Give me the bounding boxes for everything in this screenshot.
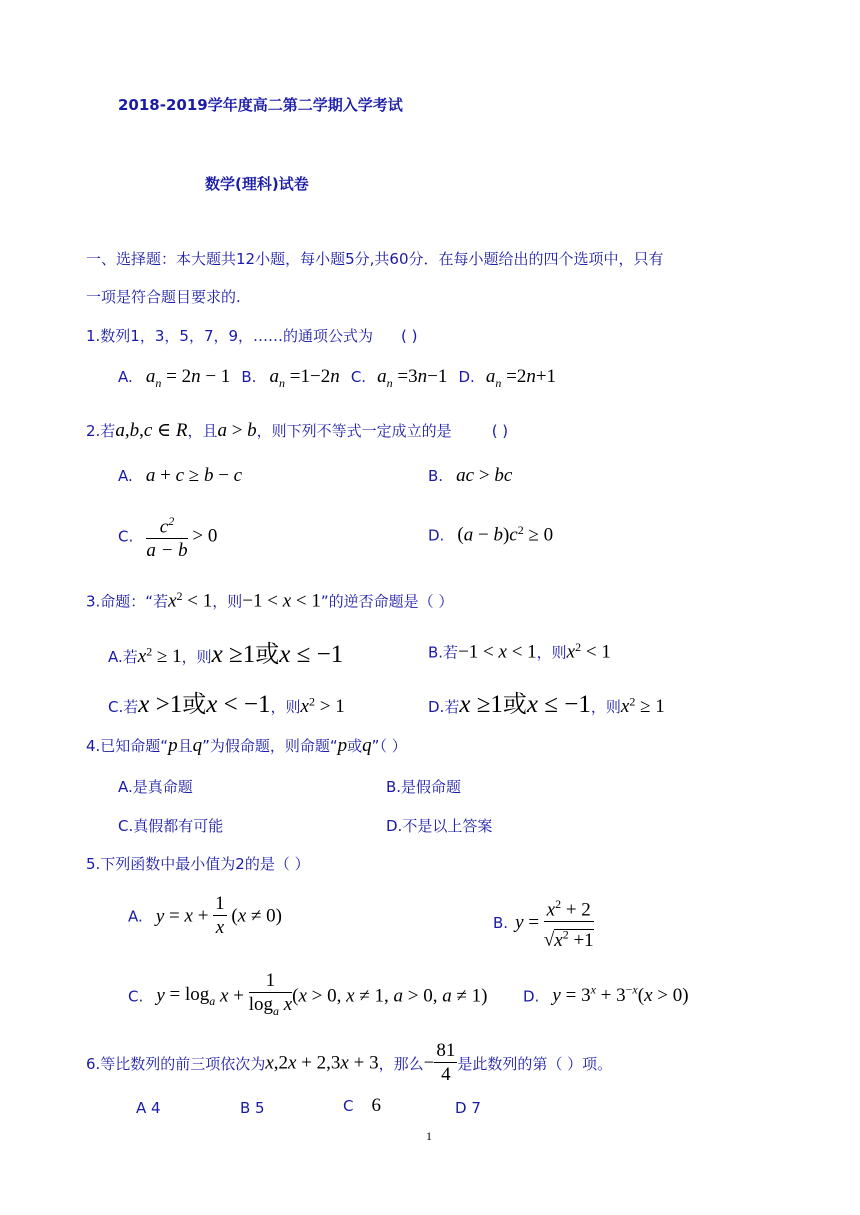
question-1-stem: 1.数列1，3，5，7，9，……的通项公式为 ( ) xyxy=(86,327,418,345)
q4-option-d: D.不是以上答案 xyxy=(386,817,493,835)
q1-option-a-label: A. xyxy=(118,368,133,386)
question-1-options: A. $a_n = 2n - 1$ B. $a_n =1-2n$ C. $a_n =3n-1$ D. $a_n =2n+1$ xyxy=(118,366,557,390)
q4-option-b: B.是假命题 xyxy=(386,778,462,796)
page-number: 1 xyxy=(426,1129,432,1143)
q5-option-a: A. y = x + $\frac{1}{x}$ (x ≠ 0) xyxy=(128,893,282,938)
q4-option-a: A.是真命题 xyxy=(118,778,193,796)
q1-option-b-label: B. xyxy=(241,368,257,386)
q2-option-d: D. $(a - b)c^2 \ge 0$ xyxy=(428,523,554,546)
q1-option-c-label: C. xyxy=(350,368,367,386)
q5-option-b: B. y = $\frac{x^2 + 2}{√x^2 +1}$ xyxy=(493,893,594,953)
section-intro-line2: 一项是符合题目要求的. xyxy=(86,288,241,306)
q4-option-c: C.真假都有可能 xyxy=(118,817,224,835)
q3-option-d: D.若x ≥1或x ≤ −1，则$x^2 \ge 1$ xyxy=(428,691,665,718)
q2-option-c: C. $\frac{c^2}{a - b}$ > 0 xyxy=(118,510,217,563)
q5-option-c: C. $y = \log_a x$ + $\frac{1}{\log_a x}$ (x > 0, x ≠ 1, a > 0, a ≠ 1) xyxy=(128,970,488,1018)
exam-title: 2018-2019学年度高二第二学期入学考试 xyxy=(118,96,403,114)
q6-option-d: D 7 xyxy=(455,1099,481,1117)
q2-option-b: B. ac > bc xyxy=(428,465,513,486)
q1-option-d-label: D. xyxy=(458,368,475,386)
q3-option-a: A.若$x^2 \ge 1$，则x ≥1或x ≤ −1 xyxy=(108,641,344,668)
section-intro-line1: 一、选择题：本大题共12小题，每小题5分,共60分．在每小题给出的四个选项中，只有 xyxy=(86,250,664,268)
q6-option-b: B 5 xyxy=(240,1099,265,1117)
q3-option-b: B.若−1 < x < 1，则$x^2 < 1$ xyxy=(428,640,611,663)
q6-option-c: C 6 xyxy=(343,1095,381,1116)
q5-option-d: D. $y = 3^x + 3^{-x}(x > 0)$ xyxy=(523,983,689,1007)
exam-subtitle: 数学(理科)试卷 xyxy=(205,175,309,193)
q2-option-a: A. a + c ≥ b − c xyxy=(118,465,243,486)
question-2-stem: 2.若a,b,c ∈ R，且a > b，则下列不等式一定成立的是 ( ) xyxy=(86,420,509,441)
question-3-stem: 3.命题：“若$x^2 < 1$，则−1 < x < 1”的逆否命题是（ ） xyxy=(86,589,454,612)
q6-option-a: A 4 xyxy=(136,1099,161,1117)
question-4-stem: 4.已知命题“p且q”为假命题，则命题“p或q”（ ） xyxy=(86,735,407,756)
question-6-stem: 6.等比数列的前三项依次为x,2x + 2,3x + 3，那么− $\frac{81}{4}$ 是此数列的第（ ）项。 xyxy=(86,1040,613,1085)
q3-option-c: C.若x >1或x < −1，则$x^2 > 1$ xyxy=(108,691,345,718)
question-5-stem: 5.下列函数中最小值为2的是（ ） xyxy=(86,855,310,873)
